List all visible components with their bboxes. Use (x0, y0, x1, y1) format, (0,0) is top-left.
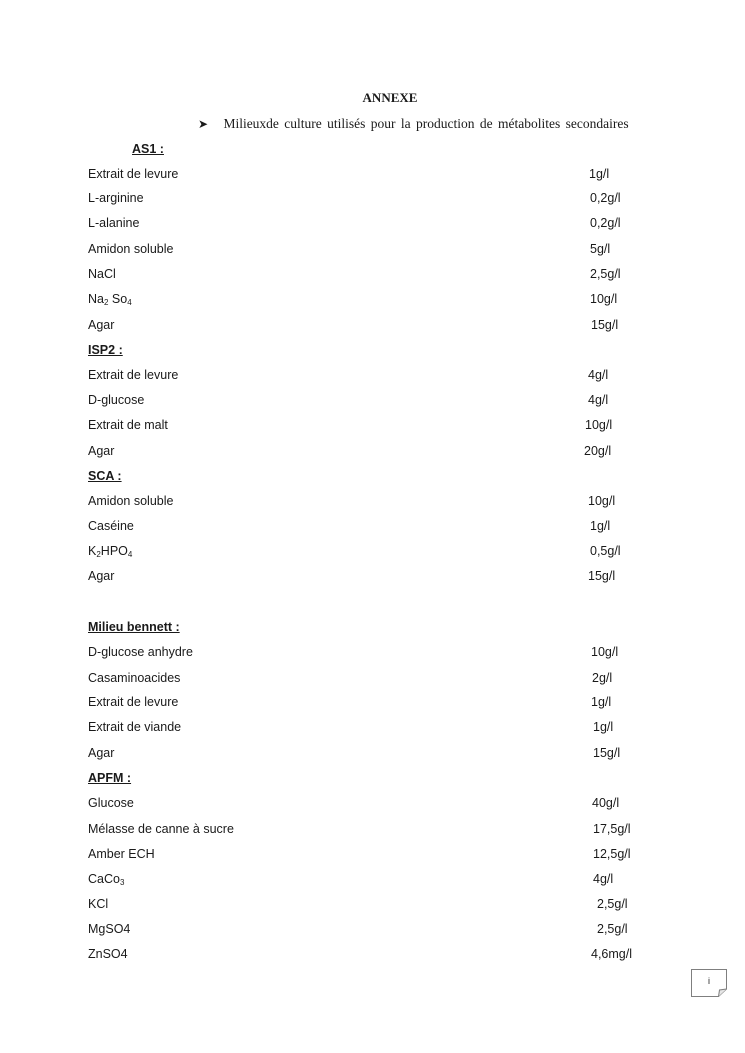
ingredient-name: Casaminoacides (88, 671, 181, 685)
table-row (88, 267, 648, 285)
page-title: ANNEXE (362, 90, 418, 105)
ingredient-name: Extrait de viande (88, 720, 182, 734)
ingredient-value: 17,5g/l (593, 822, 631, 836)
heading-isp2: ISP2 : (88, 343, 123, 357)
ingredient-value: 15g/l (588, 569, 616, 583)
ingredient-value: 12,5g/l (593, 847, 631, 861)
ingredient-value: 10g/l (591, 645, 619, 659)
table-row (88, 318, 648, 336)
ingredient-value: 0,2g/l (590, 191, 621, 205)
ingredient-value: 2,5g/l (597, 897, 628, 911)
table-row (88, 569, 648, 587)
ingredient-value: 2g/l (592, 671, 613, 685)
heading-sca: SCA : (88, 469, 122, 483)
ingredient-value: 4g/l (593, 872, 614, 886)
table-row (88, 872, 648, 890)
ingredient-value: 2,5g/l (590, 267, 621, 281)
table-row (88, 444, 648, 462)
ingredient-name: Glucose (88, 796, 134, 810)
table-row (88, 368, 648, 386)
table-row (88, 191, 648, 209)
table-row (88, 494, 648, 512)
ingredient-value: 15g/l (591, 318, 619, 332)
ingredient-value: 5g/l (590, 242, 611, 256)
ingredient-name: Agar (88, 569, 115, 583)
ingredient-name: CaCo$_3$ (88, 872, 125, 887)
heading-bennett: Milieu bennett : (88, 620, 180, 634)
heading-as1: AS1 : (132, 142, 164, 156)
table-row (88, 695, 648, 713)
table-row (88, 796, 648, 814)
table-row (88, 242, 648, 260)
table-row (88, 671, 648, 689)
table-row (88, 897, 648, 915)
table-row (88, 519, 648, 537)
section-subtitle (198, 116, 629, 132)
ingredient-value: 1g/l (593, 720, 614, 734)
ingredient-name: $K_2HPO_4$ (88, 544, 133, 559)
ingredient-name: MgSO4 (88, 922, 131, 936)
ingredient-value: 4,6mg/l (591, 947, 632, 961)
ingredient-name: L-alanine (88, 216, 140, 230)
table-row (88, 922, 648, 940)
table-row (88, 418, 648, 436)
table-row (88, 822, 648, 840)
ingredient-name: Agar (88, 746, 115, 760)
ingredient-value: 1g/l (590, 519, 611, 533)
ingredient-value: 20g/l (584, 444, 612, 458)
ingredient-value: 4g/l (588, 393, 609, 407)
ingredient-value: 10g/l (590, 292, 618, 306)
ingredient-value: 15g/l (593, 746, 621, 760)
table-row (88, 544, 648, 562)
ingredient-value: 2,5g/l (597, 922, 628, 936)
arrow-bullet-icon: ➤ (198, 117, 209, 131)
table-row (88, 167, 648, 185)
subtitle-text: Milieuxde culture utilisés pour la production de métabolites secondaires (223, 116, 629, 131)
ingredient-value: 1g/l (589, 167, 610, 181)
ingredient-value: 10g/l (585, 418, 613, 432)
ingredient-name: Amber ECH (88, 847, 155, 861)
ingredient-name: Caséine (88, 519, 134, 533)
ingredient-name: D-glucose anhydre (88, 645, 193, 659)
table-row (88, 720, 648, 738)
ingredient-name: Extrait de levure (88, 695, 179, 709)
ingredient-name: L-arginine (88, 191, 144, 205)
table-row (88, 746, 648, 764)
table-row (88, 216, 648, 234)
ingredient-name: $Na_2$ $So_4$ (88, 292, 132, 307)
page-number-box (691, 969, 727, 997)
ingredient-name: Extrait de levure (88, 167, 179, 181)
table-row (88, 393, 648, 411)
ingredient-name: NaCl (88, 267, 116, 281)
ingredient-value: 10g/l (588, 494, 616, 508)
ingredient-name: D-glucose (88, 393, 145, 407)
table-row (88, 947, 648, 965)
ingredient-name: Amidon soluble (88, 494, 174, 508)
ingredient-name: Extrait de levure (88, 368, 179, 382)
table-row (88, 847, 648, 865)
ingredient-name: ZnSO4 (88, 947, 128, 961)
table-row (88, 645, 648, 663)
ingredient-value: 40g/l (592, 796, 620, 810)
heading-apfm: APFM : (88, 771, 132, 785)
ingredient-value: 0,5g/l (590, 544, 621, 558)
ingredient-name: Agar (88, 318, 115, 332)
ingredient-name: Extrait de malt (88, 418, 168, 432)
ingredient-value: 0,2g/l (590, 216, 621, 230)
ingredient-value: 1g/l (591, 695, 612, 709)
ingredient-name: Amidon soluble (88, 242, 174, 256)
table-row (88, 292, 648, 310)
page-number: i (708, 976, 710, 986)
ingredient-name: Agar (88, 444, 115, 458)
ingredient-value: 4g/l (588, 368, 609, 382)
ingredient-name: KCl (88, 897, 109, 911)
ingredient-name: Mélasse de canne à sucre (88, 822, 234, 836)
